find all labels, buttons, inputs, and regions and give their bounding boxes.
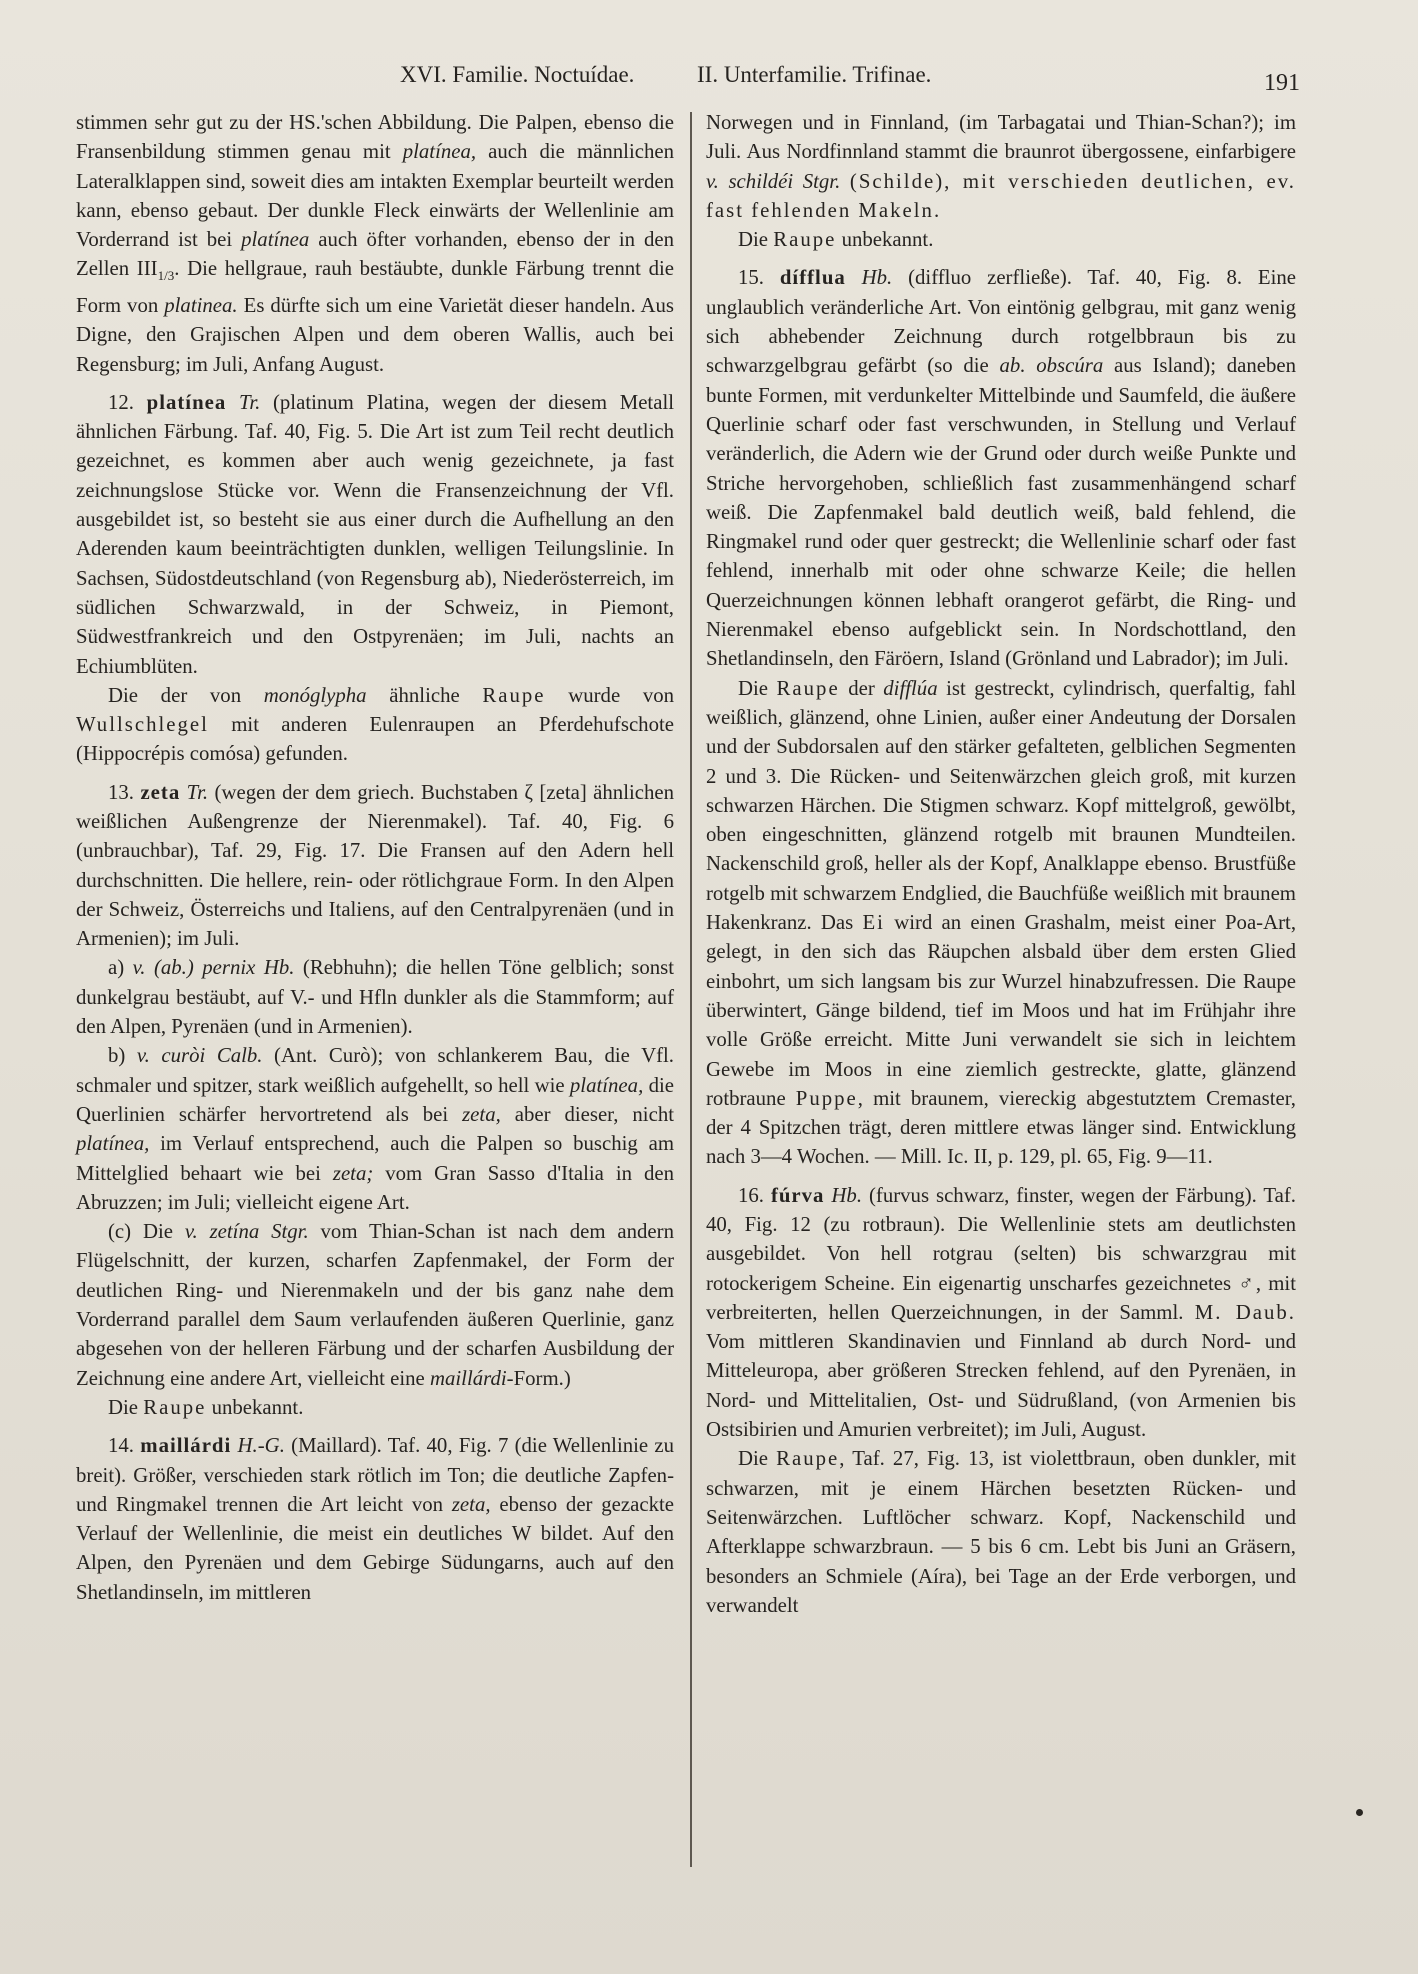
paragraph-continuation: stimmen sehr gut zu der HS.'schen Abbildung. Die Palpen, ebenso die Fransenbildung stimmen genau mit platínea, auch die männlichen Lateralklappen sind, soweit dies am intakten Exemplar beurteilt werden kann, ebenso gebaut. Der dunkle Fleck einwärts der Wellenlinie am Vorderrand ist bei platínea auch öfter vorhanden, ebenso der in den Zellen $III_{1/3}$. Die hellgraue, rauh bestäubte, dunkle Färbung trennt die Form von platinea. Es dürfte sich um eine Varietät dieser handeln. Aus Digne, den Grajischen Alpen und dem oberen Wallis, auch bei Regensburg; im Juli, Anfang August.	[76, 111, 675, 376]
raupe-paragraph: Die Raupe, Taf. 27, Fig. 13, ist violettbraun, oben dunkler, mit schwarzen, mit je einem Härchen besetzten Rücken- und Seitenwärzchen. Luftlöcher schwarz. Kopf, Nackenschild und Afterklappe schwarzbraun. — 5 bis 6 cm. Lebt bis Juni an Gräsern, besonders an Schmiele (Aíra), bei Tage an der Erde verborgen, und verwandelt	[706, 1447, 1296, 1617]
species-entry-14: 14. maillárdi H.-G. (Maillard). Taf. 40, Fig. 7 (die Wellenlinie zu breit). Größer, verschieden stark rötlich im Ton; die deutliche Zapfen- und Ringmakel trennen die Art leicht von zeta, ebenso der gezackte Verlauf der Wellenlinie, die meist ein deutliches W bildet. Auf den Alpen, den Pyrenäen und dem Gebirge Südungarns, auch auf den Shetlandinseln, im mittleren	[76, 1434, 675, 1604]
raupe-paragraph: Die Raupe unbekannt.	[108, 1395, 304, 1419]
raupe-paragraph: Die Raupe der difflúa ist gestreckt, cylindrisch, querfaltig, fahl weißlich, glänzend, ohne Linien, außer einer Andeutung der Dorsalen und der Subdorsalen auf den stärker gefalteten, gelblichen Segmenten 2 und 3. Die Rücken- und Seitenwärzchen gleich groß, mit kurzen schwarzen Härchen. Die Stigmen schwarz. Kopf mittelgroß, gewölbt, oben eingeschnitten, glänzend rotgelb mit braunen Mundteilen. Nackenschild groß, heller als der Kopf, Analklappe ebenso. Brustfüße rotgelb mit schwarzem Endglied, die Bauchfüße weißlich mit braunem Hakenkranz. Das Ei wird an einen Grashalm, meist einer Poa-Art, gelegt, in den sich das Räupchen alsbald über dem ersten Glied einbohrt, um sich langsam bis zur Wurzel hinabzufressen. Die Raupe überwintert, Gänge bildend, tief im Moos und hat im Frühjahr ihre volle Größe erreicht. Mitte Juni verwandelt sie sich in leichtem Gewebe im Moos in eine ziemlich gestreckte, glatte, glänzend rotbraune Puppe, mit braunem, viereckig abgestutztem Cremaster, der 4 Spitzchen trägt, deren mittlere etwas länger sind. Entwicklung nach 3—4 Wochen. — Mill. Ic. II, p. 129, pl. 65, Fig. 9—11.	[706, 676, 1297, 1169]
species-entry-13: 13. zeta Tr. (wegen der dem griech. Buchstaben ζ [zeta] ähnlichen weißlichen Außengrenze der Nierenmakel). Taf. 40, Fig. 6 (unbrauchbar), Taf. 29, Fig. 17. Die Fransen auf den Adern hell durchschnitten. Die hellere, rein- oder rötlichgraue Form. In den Alpen der Schweiz, Österreichs und Italiens, auf den Centralpyrenäen (und in Armenien); im Juli.	[76, 780, 675, 951]
running-header	[400, 62, 1300, 102]
page-number: 191	[1264, 70, 1300, 96]
right-column	[706, 108, 1296, 1620]
left-column	[76, 108, 674, 1607]
species-entry-12: 12. platínea Tr. (platinum Platina, wegen der diesem Metall ähnlichen Färbung. Taf. 40, Fig. 5. Die Art ist zum Teil recht deutlich gezeichnet, es kommen aber auch wenig gezeichnete, ja fast zeichnungslose Stücke vor. Wenn die Fransenzeichnung der Vfl. ausgebildet ist, so besteht sie aus einer durch die Aufhellung an den Aderenden kaum beeinträchtigten dunklen, welligen Teilungslinie. In Sachsen, Südostdeutschland (von Regensburg ab), Niederösterreich, im südlichen Schwarzwald, in der Schweiz, in Piemont, Südwestfrankreich und den Ostpyrenäen; im Juli, nachts an Echiumblüten.	[76, 390, 674, 678]
raupe-paragraph: Die Raupe unbekannt.	[738, 228, 934, 252]
species-entry-15: 15. dífflua Hb. (diffluo zerfließe). Taf. 40, Fig. 8. Eine unglaublich veränderliche Art. Von eintönig gelbgrau, mit ganz wenig sich abhebender Zeichnung durch rotgelbbraun bis zu schwarzgelbgrau gefärbt (so die ab. obscúra aus Island); daneben bunte Formen, mit verdunkelter Mittelbinde und Saumfeld, die äußere Querlinie scharf oder fast verschwunden, in Stellung und Verlauf veränderlich, die Adern wie der Grund oder durch weiße Punkte und Striche hervorgehoben, schließlich fast zusammenhängend scharf weiß. Die Zapfenmakel bald deutlich weiß, bald fehlend, die Ringmakel rund oder quer gestreckt; die Wellenlinie scharf oder fast fehlend, innerhalb mit oder ohne schwarze Keile; die hellen Querzeichnungen können lebhaft orangerot gefärbt, die Ring- und Nierenmakel ebenso aufgeblickt sein. In Nordschottland, den Shetlandinseln, den Färöern, Island (Grönland und Labrador); im Juli.	[706, 266, 1297, 671]
variety-a: a) v. (ab.) pernix Hb. (Rebhuhn); die hellen Töne gelblich; sonst dunkelgrau bestäubt, auf V.- und Hfln dunkler als die Stammform; auf den Alpen, Pyrenäen (und in Armenien).	[76, 956, 674, 1039]
print-speck	[1356, 1809, 1363, 1816]
header-subfamily: II. Unterfamilie. Trifinae.	[697, 62, 932, 87]
species-name: dífflua	[779, 266, 846, 290]
species-name: fúrva	[770, 1183, 825, 1207]
column-divider	[690, 112, 692, 1867]
raupe-paragraph: Die der von monóglypha ähnliche Raupe wurde von Wullschlegel mit anderen Eulenraupen an Pferdehufschote (Hippocrépis comósa) gefunden.	[76, 683, 675, 766]
species-entry-16: 16. fúrva Hb. (furvus schwarz, finster, wegen der Färbung). Taf. 40, Fig. 12 (zu rotbraun). Die Wellenlinie stets am deutlichsten ausgebildet. Von hell rotgrau (selten) bis schwarzgrau mit rotockerigem Scheine. Ein eigenartig unscharfes gezeichnetes ♂, mit verbreiterten, hellen Querzeichnungen, in der Samml. M. Daub. Vom mittleren Skandinavien und Finnland ab durch Nord- und Mitteleuropa, aber größeren Strecken fehlend, auf den Pyrenäen, in Nord- und Mittelitalien, Ost- und Südrußland, (von Armenien bis Ostsibirien und Amurien verbreitet); im Juli, August.	[706, 1183, 1296, 1442]
variety-c: (c) Die v. zetína Stgr. vom Thian-Schan ist nach dem andern Flügelschnitt, der kurzen, scharfen Zapfenmakel, der Form der deutlichen Ring- und Nierenmakeln und der bis ganz nahe dem Vorderrand parallel dem Saum verlaufenden äußeren Querlinie, ganz abgesehen von der helleren Färbung und der scharfen Ausbildung der Zeichnung eine andere Art, vielleicht eine maillárdi-Form.)	[76, 1220, 674, 1390]
species-name: platínea	[146, 390, 227, 414]
paragraph-continuation: Norwegen und in Finnland, (im Tarbagatai und Thian-Schan?); im Juli. Aus Nordfinnland stammt die braunrot übergossene, einfarbigere v. schildéi Stgr. (Schilde), mit verschieden deutlichen, ev. fast fehlenden Makeln.	[706, 111, 1296, 222]
variety-b: b) v. curòi Calb. (Ant. Curò); von schlankerem Bau, die Vfl. schmaler und spitzer, stark weißlich aufgehellt, so hell wie platínea, die Querlinien schärfer hervortretend als bei zeta, aber dieser, nicht platínea, im Verlauf entsprechend, auch die Palpen so buschig am Mittelglied behaart wie bei zeta; vom Gran Sasso d'Italia in den Abruzzen; im Juli; vielleicht eigene Art.	[76, 1044, 674, 1214]
species-name: zeta	[140, 780, 181, 804]
header-family: XVI. Familie. Noctuídae.	[400, 62, 635, 87]
species-name: maillárdi	[140, 1434, 232, 1458]
